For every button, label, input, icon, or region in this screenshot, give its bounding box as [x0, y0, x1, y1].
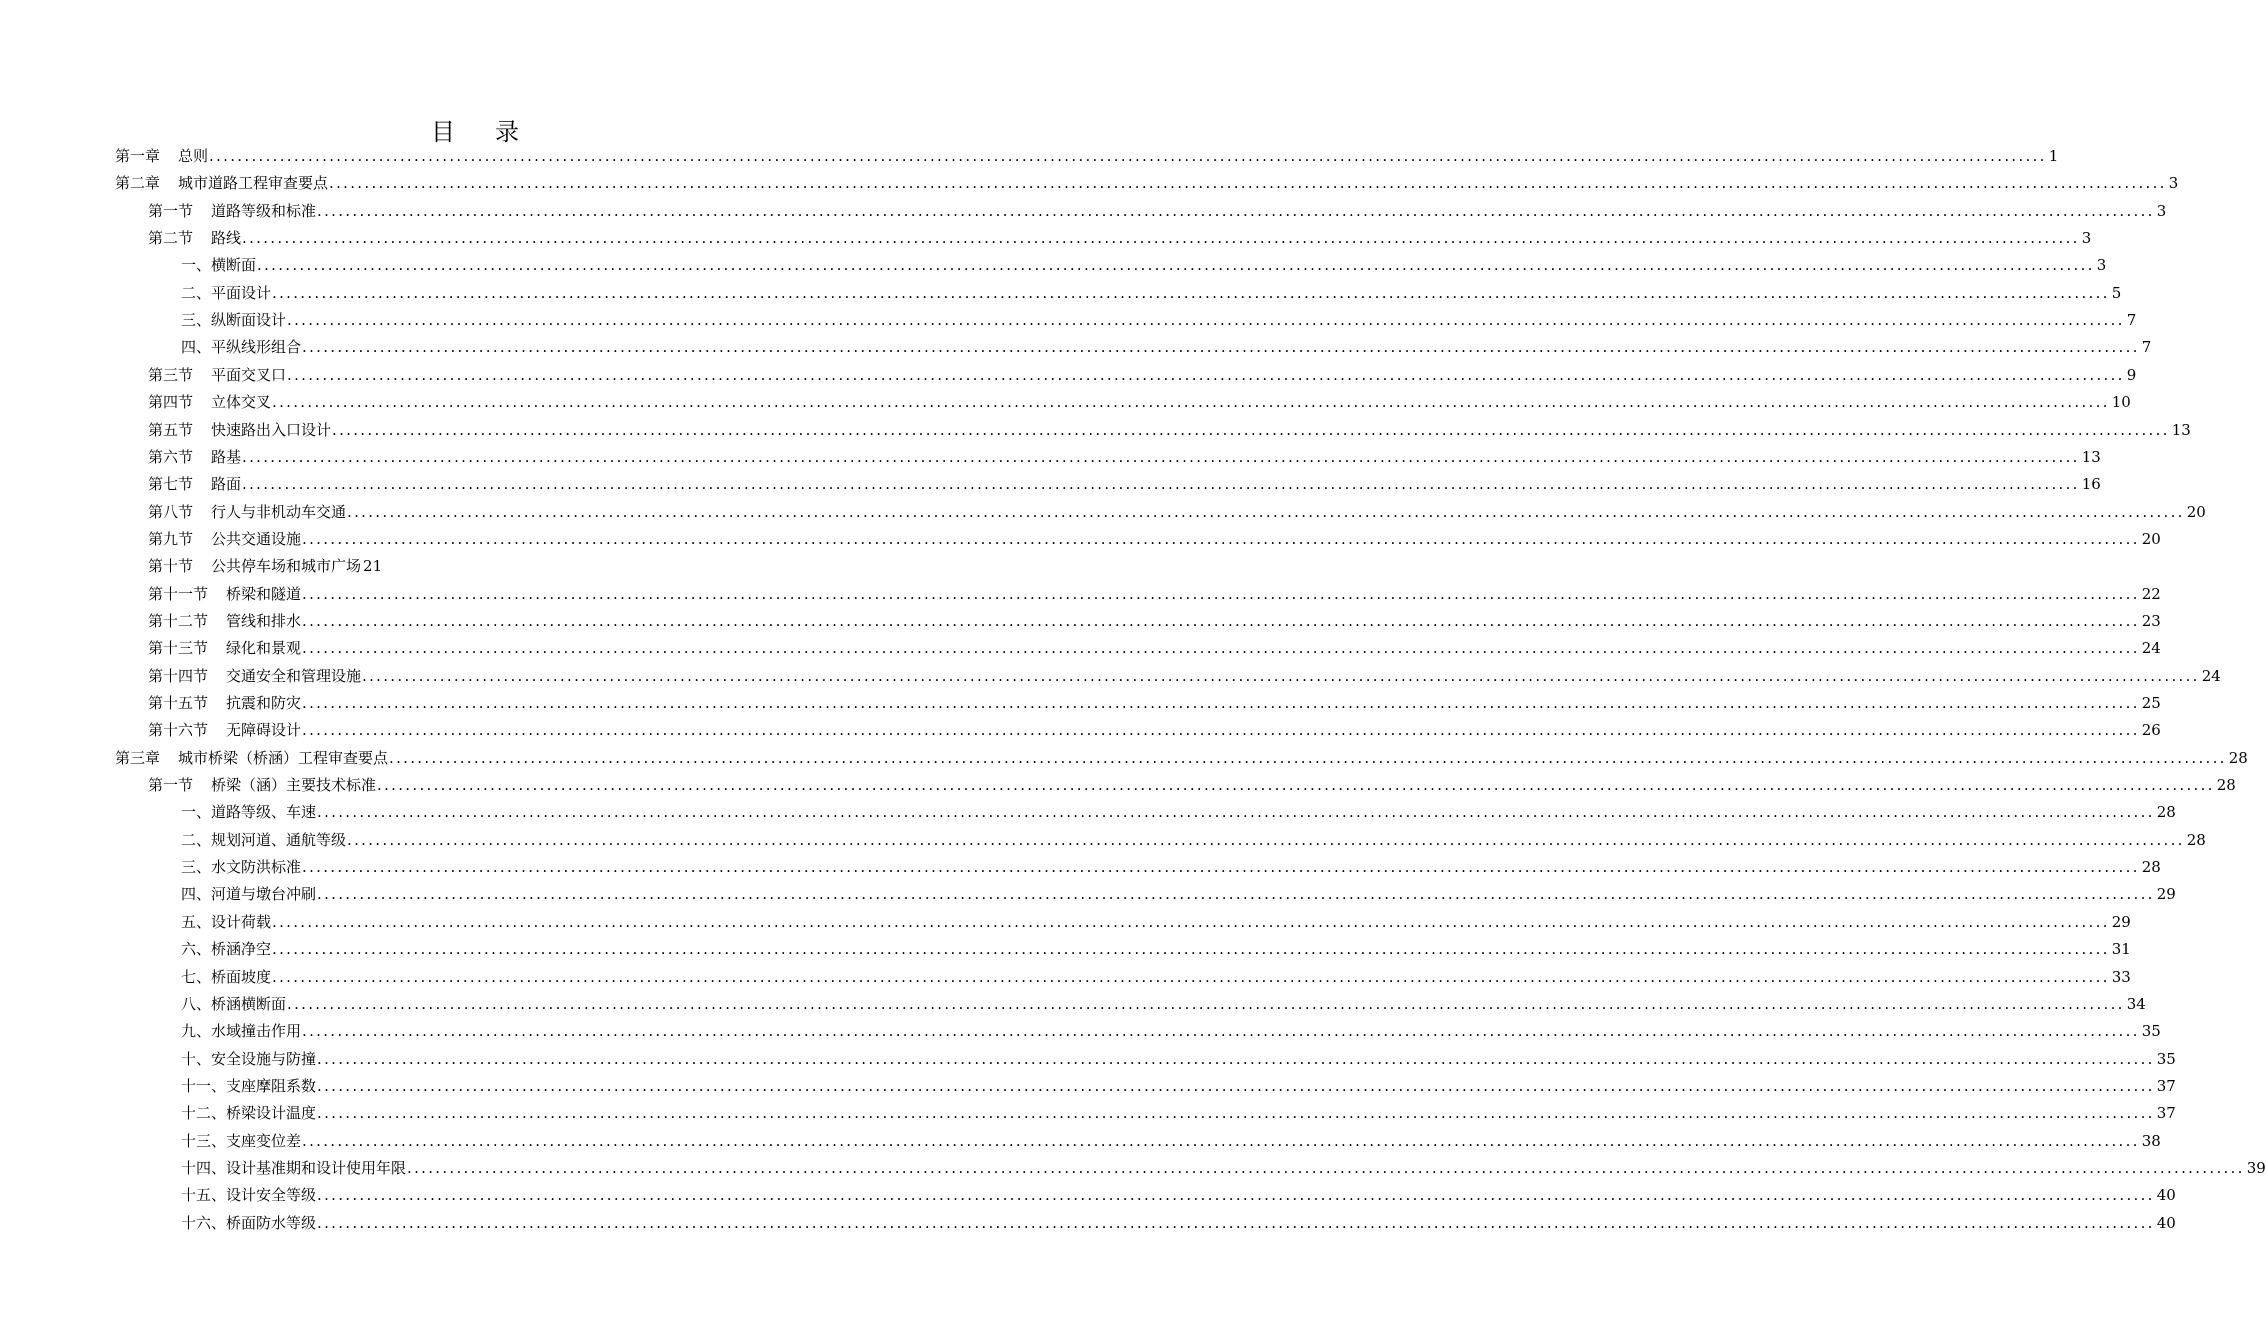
toc-entry-label — [181, 1100, 316, 1126]
toc-entry-page: 7 — [2141, 338, 2152, 357]
toc-entry[interactable] — [0, 444, 2101, 470]
toc-entry-label — [181, 334, 301, 360]
dot-leader: .................................................................................................................................................................................................................................................................... — [329, 174, 2167, 193]
toc-entry-number: 第十五节 — [148, 694, 209, 712]
toc-entry-label — [181, 1210, 316, 1236]
toc-entry-title: 十四、设计基准期和设计使用年限 — [181, 1158, 407, 1177]
toc-entry-page: 20 — [2186, 502, 2206, 521]
toc-entry-page: 13 — [2171, 420, 2191, 439]
toc-entry[interactable] — [0, 854, 2161, 880]
toc-entry-number: 第五节 — [148, 420, 194, 439]
toc-entry-page: 29 — [2111, 912, 2131, 931]
toc-entry-title: 十三、支座变位差 — [181, 1131, 302, 1150]
toc-entry-number: 第八节 — [148, 502, 194, 521]
toc-entry[interactable] — [0, 1073, 2176, 1099]
toc-entry-label — [181, 1018, 301, 1044]
toc-entry[interactable] — [0, 1155, 2266, 1181]
toc-entry-label — [181, 1046, 316, 1072]
dot-leader: .................................................................................................................................................................................................................................................................... — [287, 365, 2125, 384]
dot-leader: .................................................................................................................................................................................................................................................................... — [242, 229, 2080, 248]
toc-entry[interactable] — [0, 170, 2179, 196]
toc-entry-title: 路面 — [211, 475, 242, 494]
toc-entry-label — [181, 252, 256, 278]
toc-entry[interactable] — [0, 334, 2152, 360]
toc-entry-title: 十六、桥面防水等级 — [181, 1213, 317, 1232]
toc-entry[interactable] — [0, 252, 2107, 278]
toc-entry-title: 平面交叉口 — [211, 365, 287, 384]
toc-entry[interactable] — [0, 717, 2161, 743]
toc-entry-title: 绿化和景观 — [226, 639, 302, 658]
toc-entry-title: 一、道路等级、车速 — [181, 803, 317, 822]
dot-leader: .................................................................................................................................................................................................................................................................... — [302, 639, 2140, 658]
toc-entry[interactable] — [0, 526, 2161, 552]
toc-entry-title: 无障碍设计 — [226, 721, 302, 740]
dot-leader: .................................................................................................................................................................................................................................................................... — [317, 803, 2155, 822]
toc-entry-page: 23 — [2141, 611, 2161, 630]
toc-entry-label — [148, 608, 301, 634]
toc-entry-page: 9 — [2126, 365, 2137, 384]
toc-entry-page: 10 — [2111, 393, 2131, 412]
dot-leader: .................................................................................................................................................................................................................................................................... — [272, 912, 2110, 931]
dot-leader: .................................................................................................................................................................................................................................................................... — [302, 611, 2140, 630]
toc-entry-page: 28 — [2156, 803, 2176, 822]
toc-entry-title: 五、设计荷载 — [181, 912, 272, 931]
toc-entry-page: 31 — [2111, 940, 2131, 959]
toc-entry-page: 3 — [2081, 229, 2092, 248]
toc-entry-page: 3 — [2168, 174, 2179, 193]
toc-entry-page: 40 — [2156, 1186, 2176, 1205]
toc-entry-title: 桥梁和隧道 — [226, 584, 302, 603]
dot-leader: .................................................................................................................................................................................................................................................................... — [317, 1186, 2155, 1205]
toc-entry-title: 路基 — [211, 447, 242, 466]
toc-entry[interactable] — [0, 362, 2137, 388]
toc-entry-page: 26 — [2141, 721, 2161, 740]
toc-entry-title: 四、平纵线形组合 — [181, 338, 302, 357]
toc-entry-title: 快速路出入口设计 — [211, 420, 332, 439]
toc-entry-title: 十二、桥梁设计温度 — [181, 1104, 317, 1123]
toc-entry[interactable] — [0, 881, 2176, 907]
dot-leader: .................................................................................................................................................................................................................................................................... — [317, 1049, 2155, 1068]
dot-leader: .................................................................................................................................................................................................................................................................... — [332, 420, 2170, 439]
toc-entry-title: 立体交叉 — [211, 393, 272, 412]
toc-entry-page: 20 — [2141, 529, 2161, 548]
toc-entry-page: 34 — [2126, 994, 2146, 1013]
toc-entry-label — [148, 198, 316, 224]
toc-entry-label — [148, 717, 301, 743]
toc-entry-page: 28 — [2216, 776, 2236, 795]
toc-entry[interactable] — [0, 1100, 2176, 1126]
dot-leader: .................................................................................................................................................................................................................................................................... — [242, 475, 2080, 494]
toc-entry-title: 一、横断面 — [181, 256, 257, 275]
toc-entry[interactable] — [0, 143, 2059, 169]
toc-entry-page: 40 — [2156, 1213, 2176, 1232]
toc-entry-title: 八、桥涵横断面 — [181, 994, 287, 1013]
toc-entry-label — [115, 170, 328, 196]
toc-entry-title: 六、桥涵净空 — [181, 940, 272, 959]
toc-entry-number: 第十六节 — [148, 721, 209, 740]
toc-entry-title: 三、纵断面设计 — [181, 311, 287, 330]
toc-entry-number: 第二章 — [115, 174, 161, 193]
toc-entry-label — [181, 827, 346, 853]
toc-entry-title: 路线 — [211, 229, 242, 248]
toc-entry[interactable] — [0, 1210, 2176, 1236]
toc-entry-label — [181, 280, 271, 306]
toc-entry-label — [148, 772, 376, 798]
toc-entry-page: 1 — [2048, 147, 2059, 165]
toc-entry-label — [115, 745, 388, 771]
toc-entry-label — [148, 417, 331, 443]
toc-entry-label — [148, 444, 241, 470]
toc-entry-number: 第十节 — [148, 557, 194, 576]
toc-entry-label — [148, 362, 286, 388]
dot-leader: .................................................................................................................................................................................................................................................................... — [287, 311, 2125, 330]
toc-entry[interactable] — [0, 799, 2176, 825]
toc-entry-title: 四、河道与墩台冲刷 — [181, 885, 317, 904]
toc-entry[interactable] — [0, 936, 2131, 962]
toc-entry-label — [148, 526, 301, 552]
toc-entry-title: 城市道路工程审查要点 — [178, 174, 329, 193]
toc-entry-page: 21 — [363, 557, 383, 576]
toc-entry[interactable] — [0, 745, 2248, 771]
toc-entry-title: 抗震和防灾 — [226, 694, 302, 712]
dot-leader: .................................................................................................................................................................................................................................................................... — [272, 393, 2110, 412]
toc-entry[interactable] — [0, 499, 2206, 525]
dot-leader: .................................................................................................................................................................................................................................................................... — [272, 940, 2110, 959]
toc-entry-title: 十一、支座摩阻系数 — [181, 1076, 317, 1095]
dot-leader: .................................................................................................................................................................................................................................................................... — [209, 147, 2047, 165]
dot-leader: .................................................................................................................................................................................................................................................................... — [317, 1076, 2155, 1095]
toc-entry-title: 交通安全和管理设施 — [226, 666, 362, 685]
toc-entry-page: 25 — [2141, 694, 2161, 712]
toc-entry-page: 35 — [2156, 1049, 2176, 1068]
toc-entry-label — [148, 635, 301, 661]
toc-entry-page: 13 — [2081, 447, 2101, 466]
toc-entry-page: 37 — [2156, 1076, 2176, 1095]
toc-entry-title: 公共停车场和城市广场 — [211, 557, 362, 576]
toc-entry-label — [181, 1182, 316, 1208]
toc-entry[interactable] — [0, 471, 2101, 497]
toc-entry[interactable] — [0, 198, 2167, 224]
dot-leader: .................................................................................................................................................................................................................................................................... — [272, 283, 2110, 302]
dot-leader: .................................................................................................................................................................................................................................................................... — [302, 338, 2140, 357]
toc-entry-title: 行人与非机动车交通 — [211, 502, 347, 521]
toc-entry[interactable] — [0, 1182, 2176, 1208]
toc-entry-title: 总则 — [178, 147, 209, 165]
toc-entry[interactable] — [0, 417, 2191, 443]
toc-entry-title: 公共交通设施 — [211, 529, 302, 548]
toc-entry-page: 29 — [2156, 885, 2176, 904]
toc-entry-number: 第四节 — [148, 393, 194, 412]
toc-entry-label — [181, 991, 286, 1017]
toc-entry-label — [181, 1128, 301, 1154]
toc-entry-title: 七、桥面坡度 — [181, 967, 272, 986]
toc-entry-label — [181, 964, 271, 990]
toc-entry[interactable] — [0, 581, 2161, 607]
toc-entry-label — [181, 936, 271, 962]
toc-entry-number: 第十三节 — [148, 639, 209, 658]
dot-leader: .................................................................................................................................................................................................................................................................... — [302, 858, 2140, 877]
dot-leader: .................................................................................................................................................................................................................................................................... — [377, 776, 2215, 795]
dot-leader: .................................................................................................................................................................................................................................................................... — [302, 584, 2140, 603]
toc-entry-label — [148, 581, 301, 607]
toc-entry-page: 33 — [2111, 967, 2131, 986]
toc-entry[interactable] — [0, 663, 2221, 689]
dot-leader: .................................................................................................................................................................................................................................................................... — [407, 1158, 2245, 1177]
toc-entry-page: 3 — [2096, 256, 2107, 275]
toc-entry[interactable] — [0, 1128, 2161, 1154]
toc-entry-label — [181, 307, 286, 333]
toc-entry[interactable] — [0, 280, 2122, 306]
toc-entry-label — [181, 881, 316, 907]
toc-entry[interactable] — [0, 772, 2236, 798]
toc-entry-label — [181, 1155, 406, 1181]
toc-entry-page: 22 — [2141, 584, 2161, 603]
toc-entry-title: 桥梁（涵）主要技术标准 — [211, 776, 377, 795]
toc-entry-page: 24 — [2141, 639, 2161, 658]
toc-entry-label — [148, 663, 361, 689]
dot-leader: .................................................................................................................................................................................................................................................................... — [272, 967, 2110, 986]
toc-entry[interactable] — [0, 635, 2161, 661]
toc-entry-number: 第三节 — [148, 365, 194, 384]
dot-leader: .................................................................................................................................................................................................................................................................... — [302, 1131, 2140, 1150]
toc-entry-page: 35 — [2141, 1022, 2161, 1041]
toc-entry-page: 7 — [2126, 311, 2137, 330]
toc-entry-number: 第二节 — [148, 229, 194, 248]
toc-entry[interactable] — [0, 991, 2146, 1017]
toc-entry-title: 道路等级和标准 — [211, 201, 317, 220]
dot-leader: .................................................................................................................................................................................................................................................................... — [317, 201, 2155, 220]
toc-entry-label — [181, 854, 301, 880]
toc-entry-title: 管线和排水 — [226, 611, 302, 630]
dot-leader: .................................................................................................................................................................................................................................................................... — [317, 885, 2155, 904]
toc-entry-label — [181, 1073, 316, 1099]
toc-entry-label — [148, 225, 241, 251]
toc-entry-title: 三、水文防洪标准 — [181, 858, 302, 877]
toc-entry-label — [148, 471, 241, 497]
toc-entry-number: 第三章 — [115, 748, 161, 767]
toc-entry-label — [148, 499, 346, 525]
toc-entry-number: 第一章 — [115, 147, 161, 165]
toc-title-char-2: 录 — [495, 118, 519, 146]
toc-entry-page: 37 — [2156, 1104, 2176, 1123]
toc-entry-page: 28 — [2186, 830, 2206, 849]
toc-entry-page: 16 — [2081, 475, 2101, 494]
dot-leader: .................................................................................................................................................................................................................................................................... — [317, 1104, 2155, 1123]
toc-entry[interactable] — [0, 690, 2161, 716]
toc-entry[interactable] — [0, 389, 2131, 415]
toc-entry-label — [115, 143, 208, 169]
toc-entry-number: 第六节 — [148, 447, 194, 466]
toc-entry-page: 28 — [2228, 748, 2248, 767]
toc-entry-page: 5 — [2111, 283, 2122, 302]
toc-entry[interactable] — [0, 827, 2206, 853]
toc-entry-number: 第十一节 — [148, 584, 209, 603]
toc-entry-page: 28 — [2141, 858, 2161, 877]
dot-leader: .................................................................................................................................................................................................................................................................... — [389, 748, 2227, 767]
toc-entry[interactable] — [0, 553, 950, 579]
dot-leader: .................................................................................................................................................................................................................................................................... — [302, 529, 2140, 548]
toc-entry-label — [148, 690, 301, 716]
toc-entry-title: 城市桥梁（桥涵）工程审查要点 — [178, 748, 389, 767]
toc-entry-title: 二、平面设计 — [181, 283, 272, 302]
dot-leader: .................................................................................................................................................................................................................................................................... — [302, 721, 2140, 740]
toc-entry-label — [148, 389, 271, 415]
toc-entry-page: 24 — [2201, 666, 2221, 685]
toc-entry[interactable] — [0, 1018, 2161, 1044]
toc-entry[interactable] — [0, 608, 2161, 634]
toc-entry-page: 38 — [2141, 1131, 2161, 1150]
dot-leader: .................................................................................................................................................................................................................................................................... — [302, 694, 2140, 712]
toc-entry[interactable] — [0, 909, 2131, 935]
toc-entry[interactable] — [0, 307, 2137, 333]
toc-entry-number: 第七节 — [148, 475, 194, 494]
toc-entry-title: 十、安全设施与防撞 — [181, 1049, 317, 1068]
toc-entry-number: 第一节 — [148, 201, 194, 220]
toc-entry-title: 九、水域撞击作用 — [181, 1022, 302, 1041]
dot-leader: .................................................................................................................................................................................................................................................................... — [242, 447, 2080, 466]
toc-entry-number: 第九节 — [148, 529, 194, 548]
toc-entry-label — [181, 799, 316, 825]
dot-leader: .................................................................................................................................................................................................................................................................... — [317, 1213, 2155, 1232]
toc-entry-number: 第十四节 — [148, 666, 209, 685]
dot-leader: .................................................................................................................................................................................................................................................................... — [257, 256, 2095, 275]
dot-leader: .................................................................................................................................................................................................................................................................... — [347, 502, 2185, 521]
toc-entry[interactable] — [0, 964, 2131, 990]
dot-leader: .................................................................................................................................................................................................................................................................... — [347, 830, 2185, 849]
dot-leader: .................................................................................................................................................................................................................................................................... — [362, 666, 2200, 685]
toc-entry-page: 3 — [2156, 201, 2167, 220]
toc-entry[interactable] — [0, 1046, 2176, 1072]
toc-entry[interactable] — [0, 225, 2092, 251]
dot-leader: .................................................................................................................................................................................................................................................................... — [287, 994, 2125, 1013]
toc-entry-title: 十五、设计安全等级 — [181, 1186, 317, 1205]
toc-entry-number: 第十二节 — [148, 611, 209, 630]
dot-leader: .................................................................................................................................................................................................................................................................... — [302, 1022, 2140, 1041]
toc-entry-label — [148, 553, 361, 579]
toc-entry-page: 39 — [2246, 1158, 2266, 1177]
toc-entry-title: 二、规划河道、通航等级 — [181, 830, 347, 849]
toc-entry-number: 第一节 — [148, 776, 194, 795]
toc-title-char-1: 目 — [431, 118, 455, 146]
toc-entry-label — [181, 909, 271, 935]
